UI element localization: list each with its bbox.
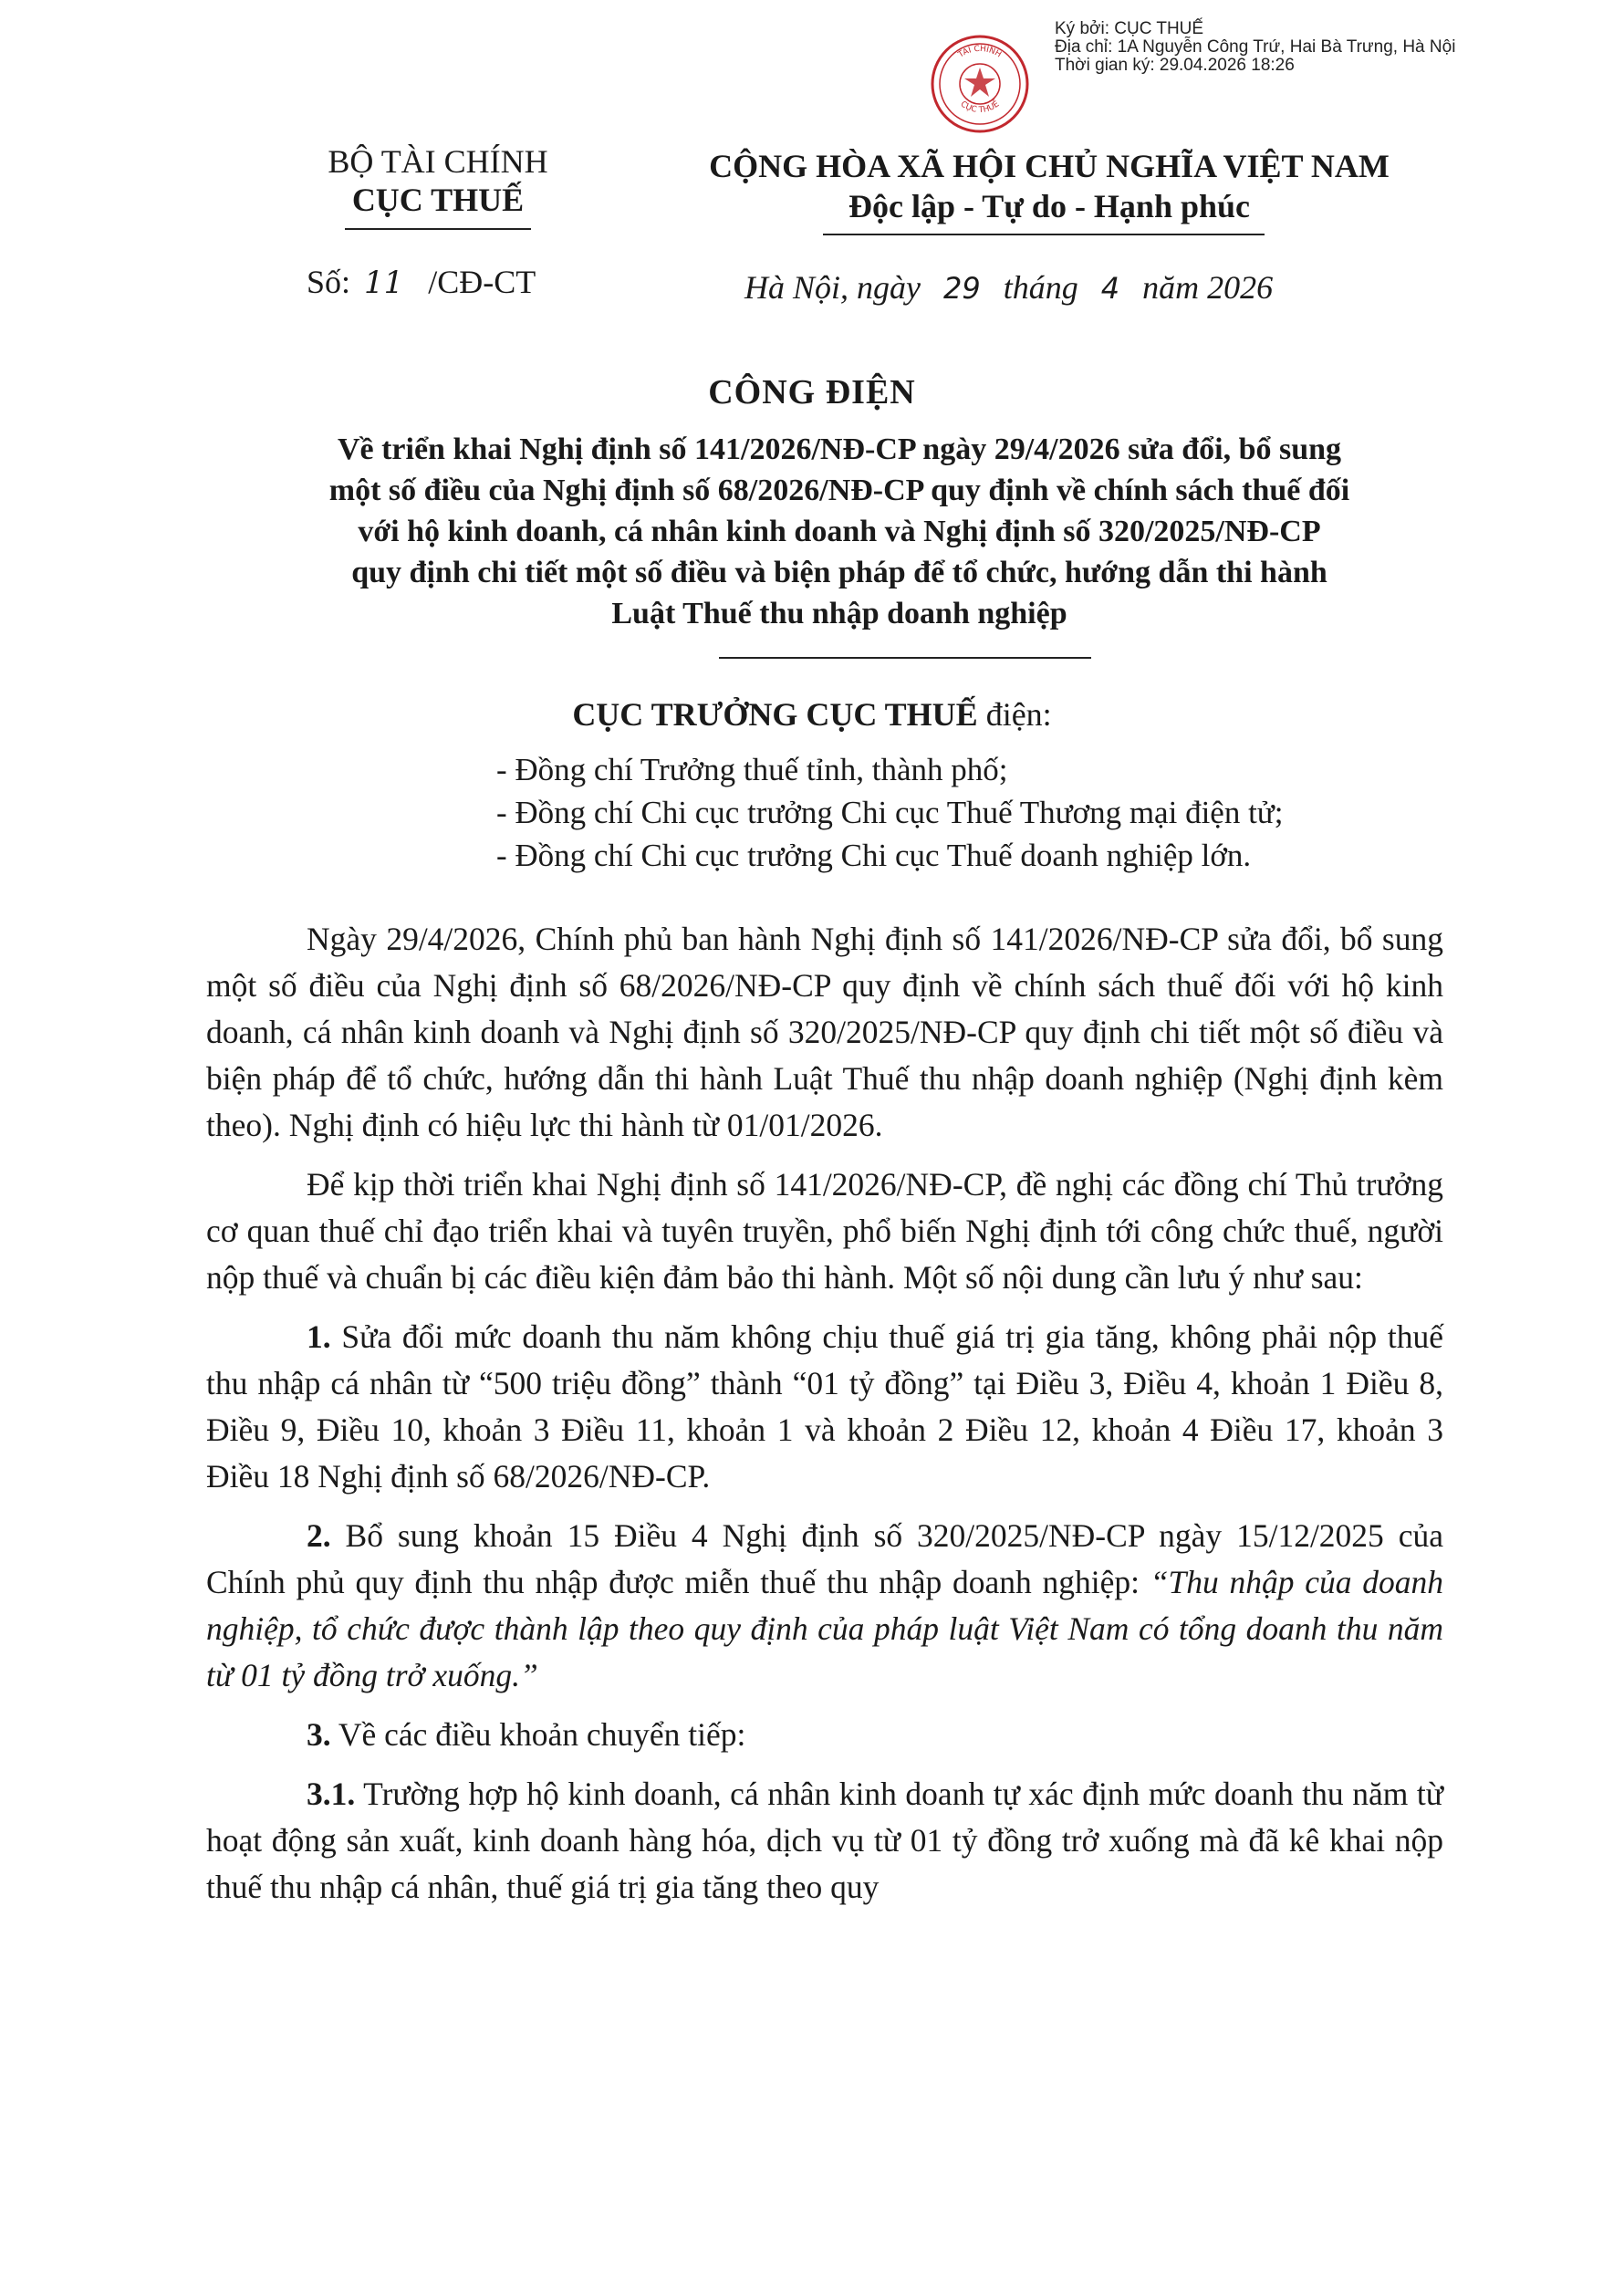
doc-no-suffix: /CĐ-CT — [428, 264, 536, 300]
subject-line: Về triển khai Nghị định số 141/2026/NĐ-CP ngày 29/4/2026 sửa đổi, bổ sung — [337, 432, 1342, 466]
document-subject — [219, 429, 1460, 634]
item-text: Trường hợp hộ kinh doanh, cá nhân kinh doanh tự xác định mức doanh thu năm từ hoạt động sản xuất, kinh doanh hàng hóa, dịch vụ từ 01 tỷ đồng trở xuống mà đã kê khai nộp thuế thu nhập cá nhân, thuế giá trị gia tăng theo quy — [206, 1776, 1443, 1905]
doc-no-label: Số: — [307, 264, 351, 300]
motto-underline — [823, 234, 1265, 235]
document-number — [307, 263, 536, 301]
signer-address: Địa chỉ: 1A Nguyễn Công Trứ, Hai Bà Trưng, Hà Nội — [1055, 37, 1456, 57]
item-text: Về các điều khoản chuyển tiếp: — [330, 1716, 746, 1753]
item-number: 3.1. — [307, 1776, 356, 1812]
item-text: Sửa đổi mức doanh thu năm không chịu thuế giá trị gia tăng, không phải nộp thuế thu nhập cá nhân từ “500 triệu đồng” thành “01 tỷ đồng” tại Điều 3, Điều 4, khoản 1 Điều 8, Điều 9, Điều 10, khoản 3 Điều 11, khoản 1 và khoản 2 Điều 12, khoản 4 Điều 17, khoản 3 Điều 18 Nghị định số 68/2026/NĐ-CP. — [206, 1318, 1443, 1495]
item-number: 1. — [307, 1318, 331, 1355]
paragraph-item-3-1 — [206, 1771, 1443, 1911]
year-label: năm 2026 — [1142, 269, 1274, 306]
addressee-item: - Đồng chí Chi cục trưởng Chi cục Thuế Thương mại điện tử; — [496, 795, 1284, 830]
subject-underline — [719, 657, 1091, 659]
paragraph-request: Để kịp thời triển khai Nghị định số 141/2026/NĐ-CP, đề nghị các đồng chí Thủ trưởng cơ quan thuế chỉ đạo triển khai và tuyên truyền, phổ biến Nghị định tới công chức thuế, người nộp thuế và chuẩn bị các điều kiện đảm bảo thi hành. Một số nội dung cần lưu ý như sau: — [206, 1166, 1443, 1296]
doc-no-value: 11 — [364, 265, 404, 301]
national-heading — [639, 146, 1460, 226]
date-month: 4 — [1100, 271, 1120, 306]
national-motto: Độc lập - Tự do - Hạnh phúc — [848, 188, 1251, 224]
paragraph-item-1 — [206, 1314, 1443, 1500]
addressee-item: - Đồng chí Trưởng thuế tỉnh, thành phố; — [496, 752, 1008, 787]
addressee-item: - Đồng chí Chi cục trưởng Chi cục Thuế doanh nghiệp lớn. — [496, 838, 1252, 873]
sender-name: CỤC TRƯỞNG CỤC THUẾ — [572, 696, 978, 733]
sender-suffix: điện: — [977, 696, 1052, 733]
issuing-agency — [274, 142, 602, 219]
date-day: 29 — [943, 271, 981, 306]
agency-underline — [345, 228, 531, 230]
subject-line: Luật Thuế thu nhập doanh nghiệp — [611, 597, 1067, 630]
item-text: Bổ sung khoản 15 Điều 4 Nghị định số 320/2025/NĐ-CP ngày 15/12/2025 của Chính phủ quy định thu nhập được miễn thuế thu nhập doanh nghiệp: — [206, 1517, 1443, 1600]
nation-name: CỘNG HÒA XÃ HỘI CHỦ NGHĨA VIỆT NAM — [709, 148, 1390, 184]
signature-info — [1055, 20, 1602, 75]
seal-top-text: TÀI CHÍNH — [956, 44, 1004, 60]
document-body — [206, 916, 1443, 1923]
seal-bottom-text: CỤC THUẾ — [958, 99, 1002, 116]
addressee-list — [496, 748, 1284, 877]
paragraph-item-3 — [206, 1712, 1443, 1758]
place-prefix: Hà Nội, ngày — [744, 269, 921, 306]
digital-signature-seal — [929, 33, 1031, 135]
paragraph-intro: Ngày 29/4/2026, Chính phủ ban hành Nghị định số 141/2026/NĐ-CP sửa đổi, bổ sung một số điều của Nghị định số 68/2026/NĐ-CP quy định về chính sách thuế đối với hộ kinh doanh, cá nhân kinh doanh và Nghị định số 320/2025/NĐ-CP quy định chi tiết một số điều và biện pháp để tổ chức, hướng dẫn thi hành Luật Thuế thu nhập doanh nghiệp (Nghị định kèm theo). Nghị định có hiệu lực thi hành từ 01/01/2026. — [206, 921, 1443, 1143]
department-name: CỤC THUẾ — [351, 182, 525, 218]
signed-by: Ký bởi: CỤC THUẾ — [1055, 19, 1204, 38]
item-number: 3. — [307, 1716, 331, 1753]
item-number: 2. — [307, 1517, 331, 1554]
subject-line: một số điều của Nghị định số 68/2026/NĐ-CP quy định về chính sách thuế đối — [328, 474, 1350, 507]
subject-line: quy định chi tiết một số điều và biện pháp để tổ chức, hướng dẫn thi hành — [351, 556, 1327, 589]
svg-text:CỤC THUẾ — [959, 99, 1002, 115]
item-quote: “Thu nhập của doanh nghiệp, tổ chức được thành lập theo quy định của pháp luật Việt Nam có tổng doanh thu năm từ 01 tỷ đồng trở xuống.” — [206, 1564, 1443, 1693]
sender-line — [0, 695, 1624, 734]
ministry-name: BỘ TÀI CHÍNH — [328, 143, 548, 180]
place-date — [744, 268, 1273, 307]
document-title: CÔNG ĐIỆN — [708, 373, 916, 411]
svg-text:TÀI CHÍNH — [956, 44, 1003, 60]
signed-time: Thời gian ký: 29.04.2026 18:26 — [1055, 56, 1295, 75]
month-label: tháng — [1003, 269, 1078, 306]
paragraph-item-2 — [206, 1513, 1443, 1699]
subject-line: với hộ kinh doanh, cá nhân kinh doanh và Nghị định số 320/2025/NĐ-CP — [358, 515, 1321, 548]
